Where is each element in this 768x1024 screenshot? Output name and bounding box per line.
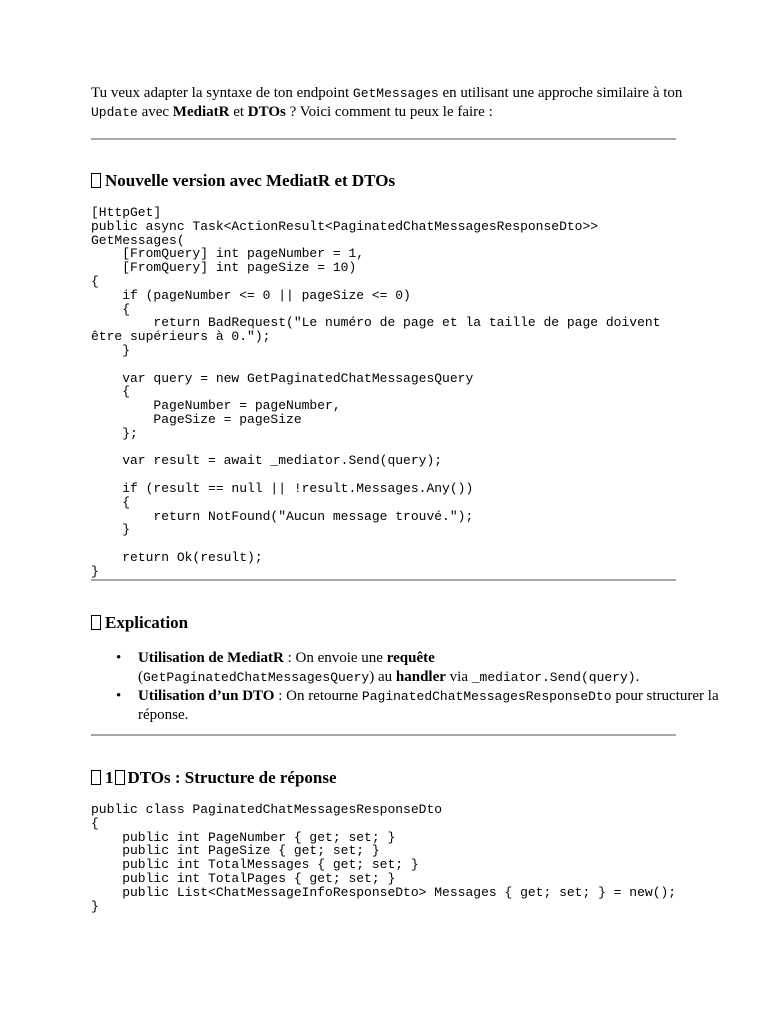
section-number: 1 (105, 768, 114, 787)
list-item-text: : On envoie une (283, 650, 387, 666)
list-item-code: PaginatedChatMessagesResponseDto (361, 689, 612, 704)
list-item-text: ( (138, 669, 143, 685)
intro-code-update: Update (91, 105, 138, 120)
section-heading-text: Nouvelle version avec MediatR et DTOs (105, 171, 396, 190)
list-item-code: _mediator.Send(query) (471, 670, 636, 685)
list-item (138, 649, 728, 687)
list-item-text: ) au (369, 669, 396, 685)
code-block-dto-class: public class PaginatedChatMessagesResponseDto { public int PageNumber { get; set; } public int PageSize { get; set; } public int TotalMessages { get; set; } public int TotalPages { get; set; } public List<ChatMessageInfoResponseDto> Messages { get; set; } = new(); } (91, 802, 677, 914)
intro-bold-mediatr: MediatR (172, 104, 230, 120)
code-block-getmessages: [HttpGet] public async Task<ActionResult<PaginatedChatMessagesResponseDto>> GetMessages( [FromQuery] int pageNumber = 1, [FromQuery] int pageSize = 10) { if (pageNumber <= 0 || pageSize <= 0) { return BadRequest("Le numéro de page et la taille de page doivent être supérieurs à 0."); } var query = new GetPaginatedChatMessagesQuery { PageNumber = pageNumber, PageSize = pageSize }; var result = await _mediator.Send(query); if (result == null || !result.Messages.Any()) { return NotFound("Aucun message trouvé."); } return Ok(result); } (91, 205, 661, 579)
divider (91, 138, 676, 140)
list-item-text: . (635, 669, 640, 685)
section-heading-dtos (91, 768, 337, 788)
missing-glyph-icon (91, 615, 101, 630)
list-item (138, 687, 728, 725)
divider (91, 579, 676, 581)
list-item-text: pour structurer la réponse. (138, 688, 719, 723)
section-heading-text: Explication (105, 613, 189, 632)
list-item-bold: Utilisation de MediatR (138, 650, 284, 666)
intro-text: ? Voici comment tu peux le faire : (285, 104, 493, 120)
section-heading-new-version (91, 171, 395, 191)
intro-paragraph (91, 84, 691, 122)
intro-code-getmessages: GetMessages (352, 86, 439, 101)
intro-text: en utilisant une approche similaire à ton (438, 85, 683, 101)
section-heading-explication (91, 613, 188, 633)
section-heading-text: DTOs : Structure de réponse (127, 768, 337, 787)
explication-list (91, 649, 728, 725)
intro-text: avec (137, 104, 173, 120)
list-item-bold: requête (386, 650, 435, 666)
list-item-text: via (445, 669, 472, 685)
divider (91, 734, 676, 736)
list-item-code: GetPaginatedChatMessagesQuery (143, 670, 370, 685)
list-item-text: : On retourne (274, 688, 362, 704)
missing-glyph-icon (115, 770, 125, 785)
intro-text: et (229, 104, 248, 120)
missing-glyph-icon (91, 770, 101, 785)
list-item-bold: handler (395, 669, 446, 685)
intro-bold-dtos: DTOs (247, 104, 286, 120)
intro-text: Tu veux adapter la syntaxe de ton endpoint (91, 85, 353, 101)
list-item-bold: Utilisation d’un DTO (138, 688, 275, 704)
missing-glyph-icon (91, 173, 101, 188)
